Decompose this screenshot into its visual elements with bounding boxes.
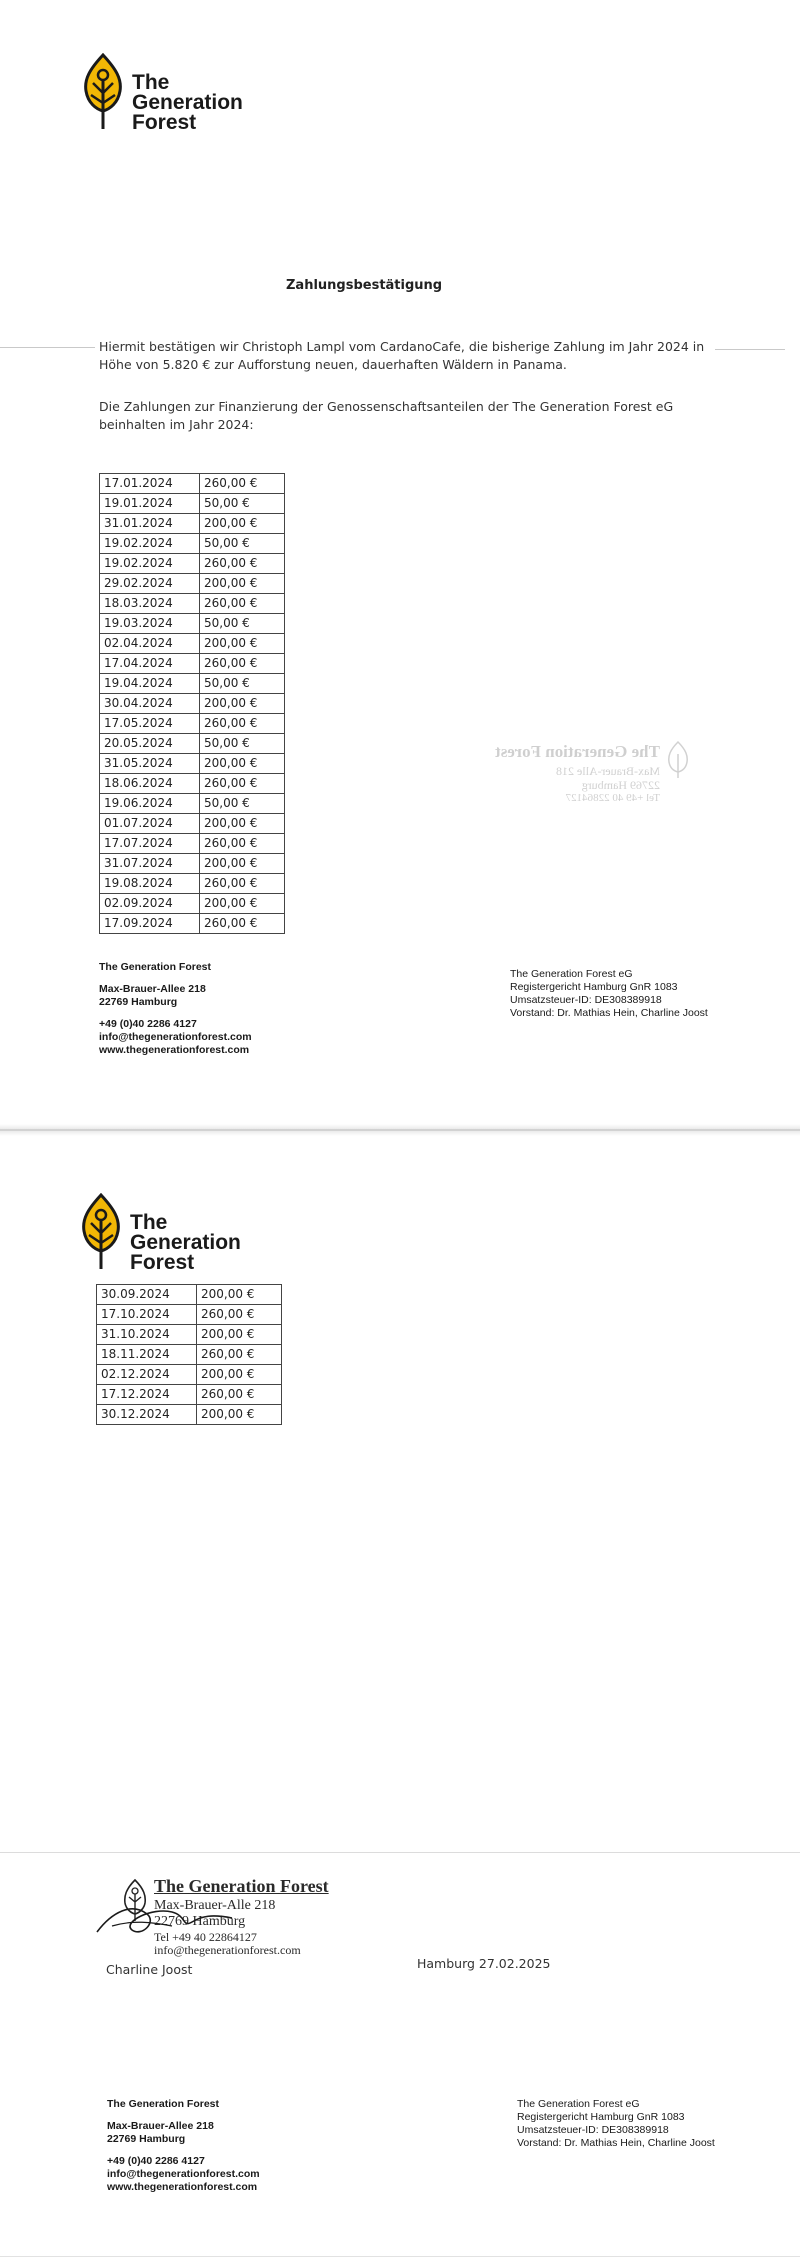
footer-vat: Umsatzsteuer-ID: DE308389918 — [510, 994, 662, 1006]
handwritten-signature — [92, 1892, 242, 1952]
footer-register: Registergericht Hamburg GnR 1083 — [517, 2111, 685, 2123]
payment-date: 29.02.2024 — [100, 574, 200, 594]
payment-row — [97, 1305, 282, 1325]
footer-register: Registergericht Hamburg GnR 1083 — [510, 981, 678, 993]
stamp-street: Max-Brauer-Alle 218 — [154, 1898, 276, 1913]
footer-left-page-1 — [99, 961, 252, 1057]
payment-amount: 260,00 € — [197, 1305, 282, 1325]
payment-row — [100, 814, 285, 834]
payment-row — [100, 834, 285, 854]
payment-amount: 260,00 € — [200, 914, 285, 934]
payment-row — [100, 534, 285, 554]
footer-email: info@thegenerationforest.com — [107, 2168, 260, 2180]
payment-amount: 200,00 € — [197, 1325, 282, 1345]
payment-amount: 260,00 € — [200, 834, 285, 854]
stamp-city: 22769 Hamburg — [154, 1914, 246, 1929]
payment-row — [100, 574, 285, 594]
payment-date: 02.04.2024 — [100, 634, 200, 654]
payment-date: 17.10.2024 — [97, 1305, 197, 1325]
payment-date: 19.02.2024 — [100, 554, 200, 574]
payment-amount: 50,00 € — [200, 794, 285, 814]
payment-amount: 200,00 € — [200, 814, 285, 834]
payment-date: 19.01.2024 — [100, 494, 200, 514]
payment-date: 17.05.2024 — [100, 714, 200, 734]
payment-row — [100, 734, 285, 754]
payment-amount: 260,00 € — [200, 474, 285, 494]
stamp-email: info@thegenerationforest.com — [154, 1943, 301, 1957]
stamp-phone: Tel +49 40 22864127 — [154, 1930, 257, 1944]
payment-row — [100, 654, 285, 674]
payment-amount: 260,00 € — [200, 654, 285, 674]
payment-row — [100, 474, 285, 494]
payment-row — [100, 894, 285, 914]
payment-date: 31.07.2024 — [100, 854, 200, 874]
payment-row — [100, 754, 285, 774]
footer-left-page-2 — [107, 2098, 260, 2194]
payment-date: 31.10.2024 — [97, 1325, 197, 1345]
logo-line-forest: Forest — [132, 111, 197, 134]
payment-amount: 200,00 € — [200, 634, 285, 654]
payment-date: 30.09.2024 — [97, 1285, 197, 1305]
payment-row — [100, 714, 285, 734]
payment-amount: 200,00 € — [200, 514, 285, 534]
payment-amount: 200,00 € — [197, 1285, 282, 1305]
payments-table-page-2 — [96, 1284, 282, 1425]
payment-row — [100, 634, 285, 654]
payment-amount: 50,00 € — [200, 734, 285, 754]
payment-row — [97, 1385, 282, 1405]
payment-amount: 50,00 € — [200, 534, 285, 554]
payment-amount: 260,00 € — [200, 554, 285, 574]
payment-date: 31.05.2024 — [100, 754, 200, 774]
payment-amount: 260,00 € — [200, 874, 285, 894]
payment-row — [100, 594, 285, 614]
payment-amount: 200,00 € — [200, 574, 285, 594]
payment-row — [100, 614, 285, 634]
footer-legal-name: The Generation Forest eG — [510, 968, 633, 980]
footer-street: Max-Brauer-Allee 218 — [99, 983, 206, 995]
payment-amount: 260,00 € — [200, 774, 285, 794]
footer-street: Max-Brauer-Allee 218 — [107, 2120, 214, 2132]
footer-email: info@thegenerationforest.com — [99, 1031, 252, 1043]
payment-date: 19.02.2024 — [100, 534, 200, 554]
page-2-logo — [80, 1193, 260, 1273]
payment-row — [100, 854, 285, 874]
payment-row — [97, 1325, 282, 1345]
bleed-through-stamp: The Generation Forest Max-Brauer-Alle 218 22769 Hamburg Tel +49 40 22864127 — [440, 740, 690, 820]
payment-amount: 260,00 € — [197, 1385, 282, 1405]
payment-date: 18.06.2024 — [100, 774, 200, 794]
logo-line-forest: Forest — [130, 1251, 195, 1274]
tree-logo-icon — [82, 53, 124, 131]
payment-date: 19.03.2024 — [100, 614, 200, 634]
tree-logo-icon — [80, 1193, 122, 1271]
payment-amount: 200,00 € — [200, 894, 285, 914]
payment-row — [100, 914, 285, 934]
payment-amount: 200,00 € — [197, 1365, 282, 1385]
footer-phone: +49 (0)40 2286 4127 — [107, 2155, 205, 2167]
faded-tree-icon — [666, 740, 690, 780]
payment-amount: 260,00 € — [200, 594, 285, 614]
payment-amount: 200,00 € — [200, 754, 285, 774]
payment-row — [97, 1285, 282, 1305]
payment-row — [100, 494, 285, 514]
payment-date: 01.07.2024 — [100, 814, 200, 834]
footer-city: 22769 Hamburg — [107, 2133, 186, 2145]
footer-company-name: The Generation Forest — [99, 961, 212, 973]
logo-line-the: The — [132, 71, 170, 94]
payment-date: 18.03.2024 — [100, 594, 200, 614]
footer-company-name: The Generation Forest — [107, 2098, 220, 2110]
payment-date: 02.09.2024 — [100, 894, 200, 914]
payment-date: 17.07.2024 — [100, 834, 200, 854]
payment-row — [100, 694, 285, 714]
payment-date: 20.05.2024 — [100, 734, 200, 754]
payment-date: 17.04.2024 — [100, 654, 200, 674]
footer-city: 22769 Hamburg — [99, 996, 178, 1008]
payment-date: 17.09.2024 — [100, 914, 200, 934]
signer-name: Charline Joost — [106, 1962, 193, 1977]
footer-right-page-1 — [510, 968, 708, 1020]
payment-amount: 200,00 € — [200, 854, 285, 874]
payment-amount: 260,00 € — [197, 1345, 282, 1365]
payment-date: 17.01.2024 — [100, 474, 200, 494]
payment-amount: 200,00 € — [200, 694, 285, 714]
stamp-company-name: The Generation Forest — [154, 1876, 329, 1896]
footer-legal-name: The Generation Forest eG — [517, 2098, 640, 2110]
payment-row — [100, 874, 285, 894]
payment-amount: 260,00 € — [200, 714, 285, 734]
logo-line-the: The — [130, 1211, 168, 1234]
payment-row — [100, 774, 285, 794]
logo-line-generation: Generation — [130, 1231, 241, 1254]
payment-row — [100, 674, 285, 694]
payment-date: 30.04.2024 — [100, 694, 200, 714]
page-title: Zahlungsbestätigung — [286, 278, 443, 293]
payment-amount: 200,00 € — [197, 1405, 282, 1425]
payment-date: 19.08.2024 — [100, 874, 200, 894]
payment-row — [100, 794, 285, 814]
place-and-date: Hamburg 27.02.2025 — [417, 1956, 551, 1971]
payment-row — [100, 514, 285, 534]
payment-date: 19.06.2024 — [100, 794, 200, 814]
footer-web: www.thegenerationforest.com — [107, 2181, 258, 2193]
payment-amount: 50,00 € — [200, 674, 285, 694]
logo-line-generation: Generation — [132, 91, 243, 114]
payment-date: 02.12.2024 — [97, 1365, 197, 1385]
payment-amount: 50,00 € — [200, 614, 285, 634]
footer-phone: +49 (0)40 2286 4127 — [99, 1018, 197, 1030]
payment-row — [97, 1345, 282, 1365]
payments-intro-paragraph: Die Zahlungen zur Finanzierung der Genossenschaftsanteilen der The Generation Forest eG beinhalten im Jahr 2024: — [99, 399, 674, 432]
payment-date: 17.12.2024 — [97, 1385, 197, 1405]
page-separator — [0, 1124, 800, 1136]
footer-web: www.thegenerationforest.com — [99, 1044, 250, 1056]
payment-date: 31.01.2024 — [100, 514, 200, 534]
footer-board: Vorstand: Dr. Mathias Hein, Charline Joost — [517, 2137, 715, 2149]
payment-row — [97, 1365, 282, 1385]
payment-amount: 50,00 € — [200, 494, 285, 514]
payment-row — [100, 554, 285, 574]
confirmation-paragraph: Hiermit bestätigen wir Christoph Lampl vom CardanoCafe, die bisherige Zahlung im Jahr 2024 in Höhe von 5.820 € zur Aufforstung neuen, dauerhaften Wäldern in Panama. — [99, 339, 705, 372]
footer-board: Vorstand: Dr. Mathias Hein, Charline Joost — [510, 1007, 708, 1019]
payment-row — [97, 1405, 282, 1425]
payment-date: 19.04.2024 — [100, 674, 200, 694]
company-stamp — [122, 1874, 382, 1964]
page-1-logo — [82, 53, 262, 133]
footer-vat: Umsatzsteuer-ID: DE308389918 — [517, 2124, 669, 2136]
payment-date: 30.12.2024 — [97, 1405, 197, 1425]
footer-right-page-2 — [517, 2098, 715, 2150]
payment-date: 18.11.2024 — [97, 1345, 197, 1365]
payments-table-page-1 — [99, 473, 285, 934]
